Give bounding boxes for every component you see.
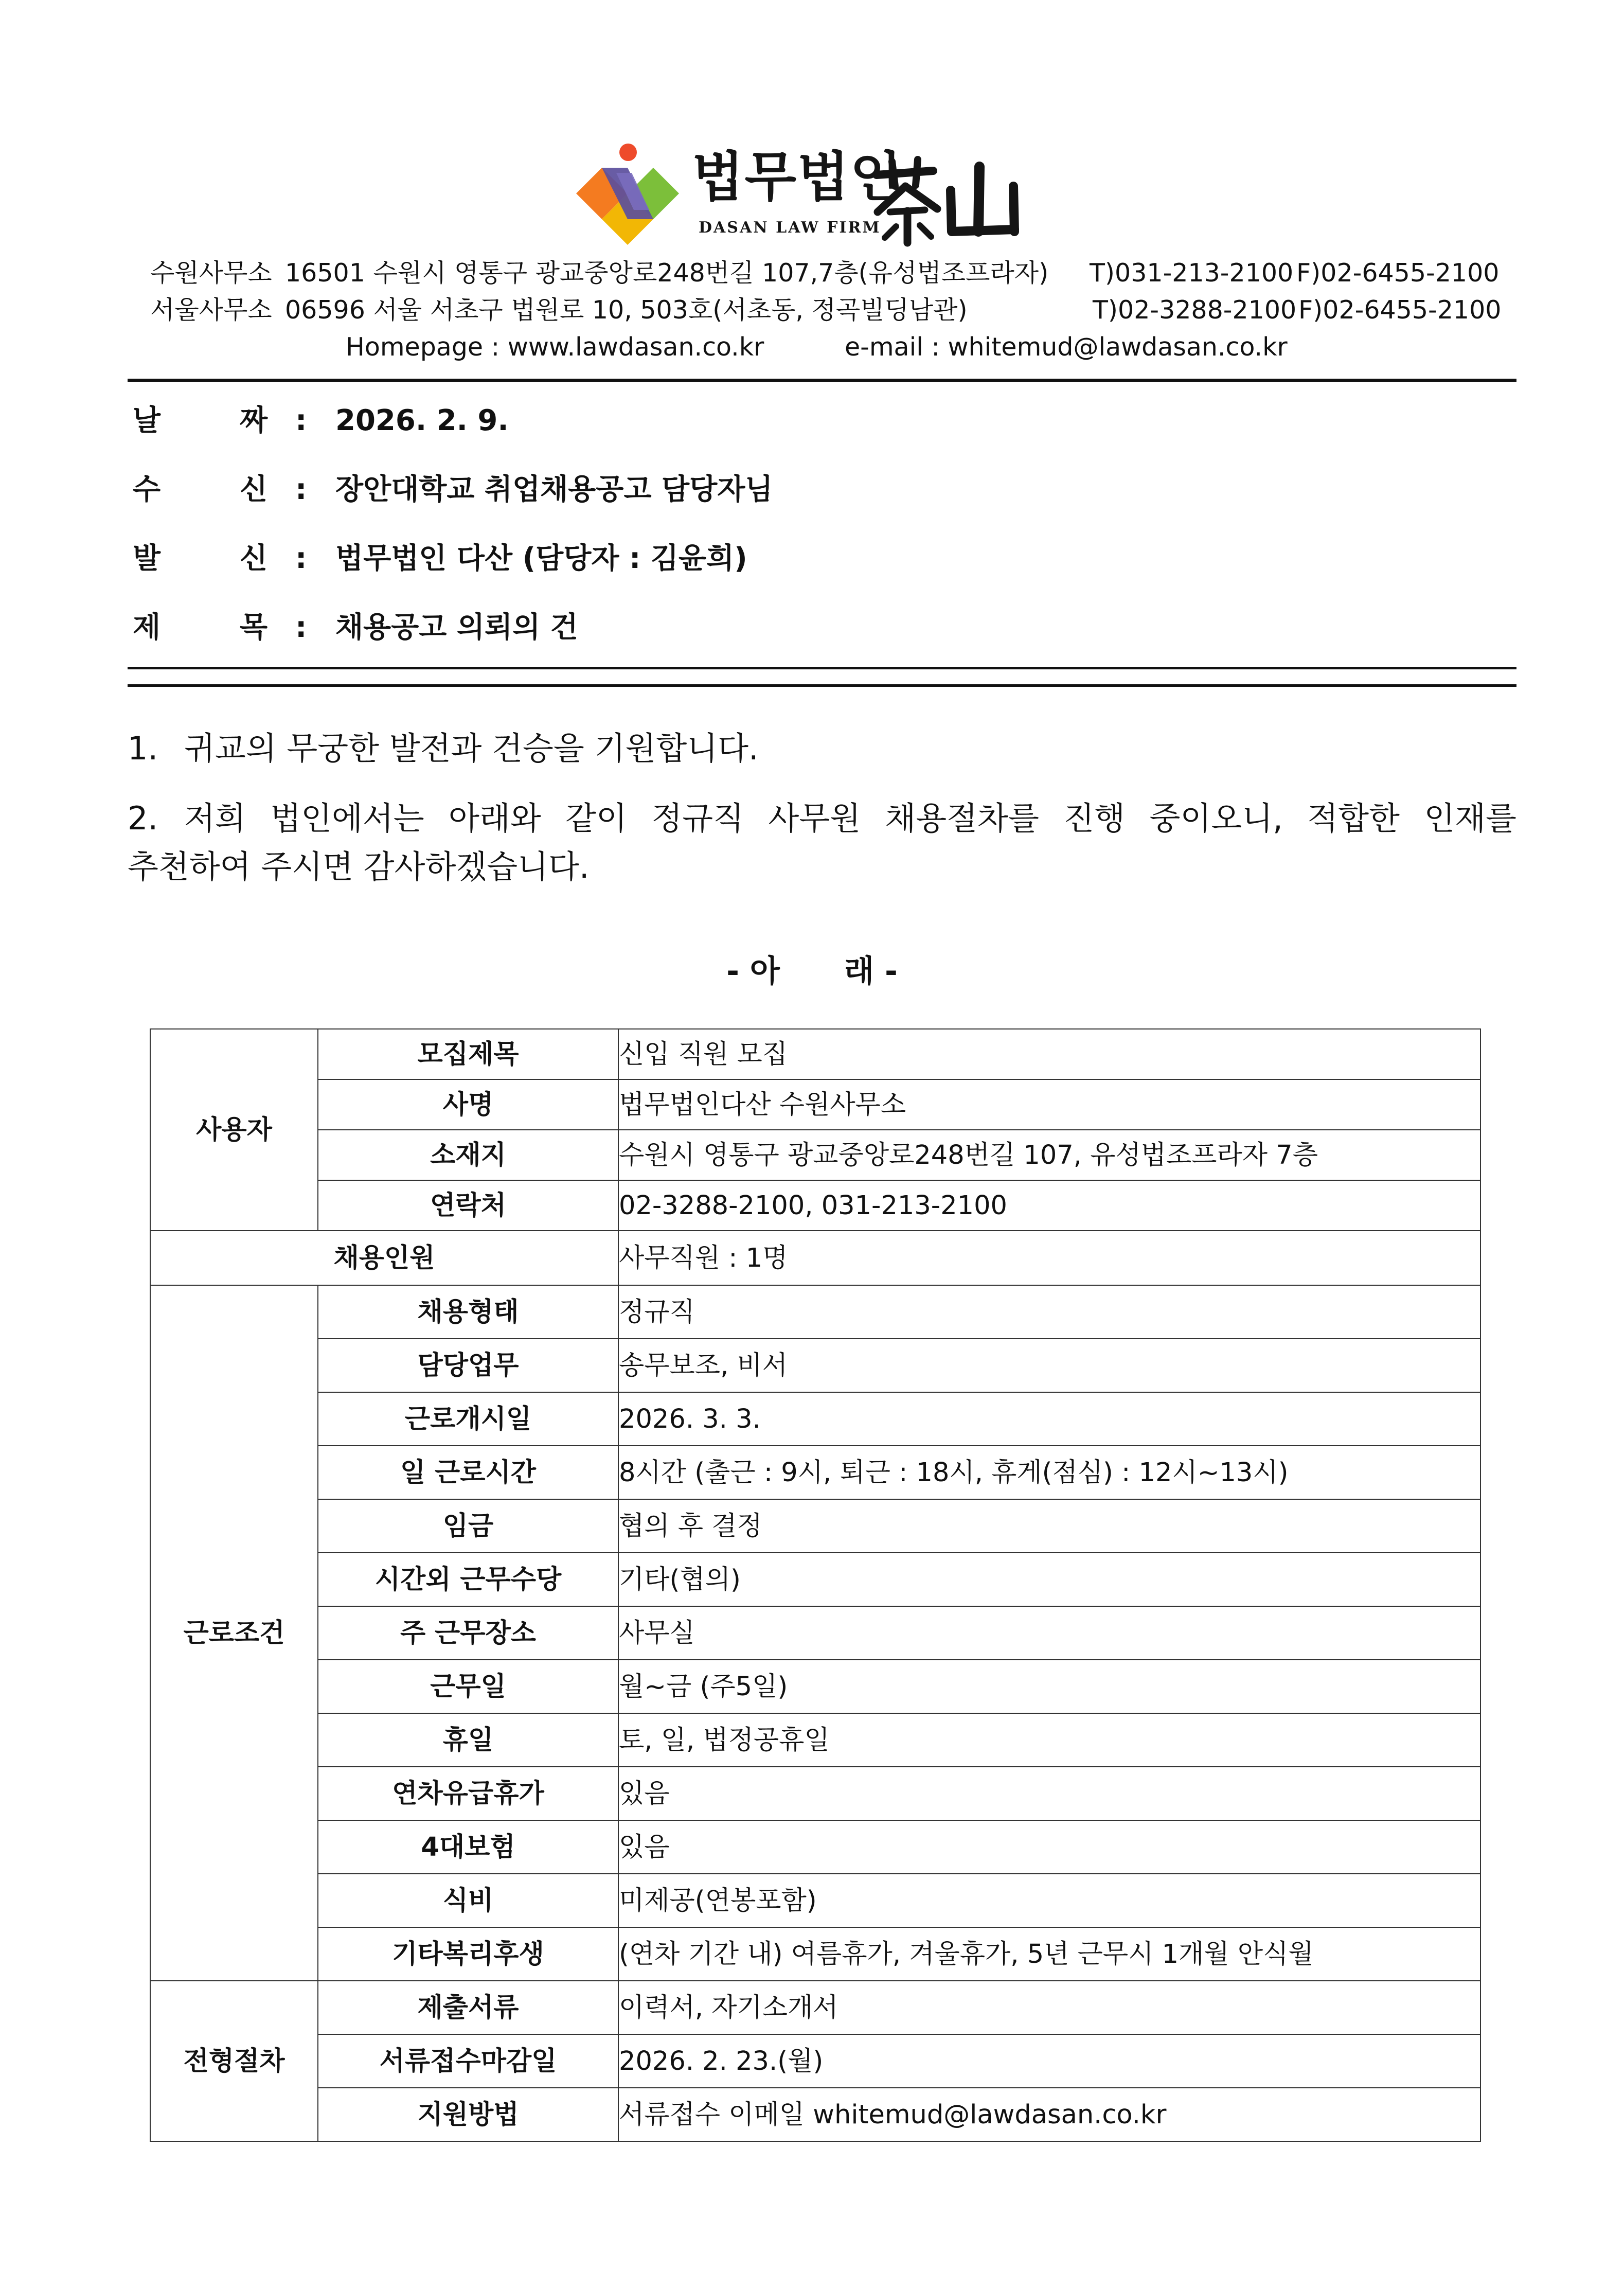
row-value: 수원시 영통구 광교중앙로248번길 107, 유성법조프라자 7층	[618, 1130, 1480, 1180]
row-value: 송무보조, 비서	[618, 1339, 1480, 1392]
row-value: (연차 기간 내) 여름휴가, 겨울휴가, 5년 근무시 1개월 안식월	[618, 1927, 1480, 1981]
table-row	[150, 1874, 1480, 1927]
homepage-link[interactable]: Homepage : www.lawdasan.co.kr	[346, 332, 764, 362]
paragraph-2-line-2: 추천하여 주시면 감사하겠습니다.	[128, 848, 590, 885]
meta-sender-key2: 신	[240, 542, 268, 575]
meta-colon: :	[295, 542, 307, 575]
row-value: 2026. 3. 3.	[618, 1392, 1480, 1446]
row-value-headcount: 사무직원 : 1명	[618, 1231, 1480, 1285]
meta-colon: :	[295, 473, 307, 506]
row-value: 있음	[618, 1767, 1480, 1820]
row-label: 휴일	[318, 1713, 618, 1767]
table-row	[150, 1713, 1480, 1767]
group-employer: 사용자	[150, 1029, 318, 1231]
meta-colon: :	[295, 404, 307, 437]
row-value: 신입 직원 모집	[618, 1029, 1480, 1079]
table-row	[150, 1927, 1480, 1981]
table-row	[150, 1392, 1480, 1446]
row-value: 토, 일, 법정공휴일	[618, 1713, 1480, 1767]
row-value: 기타(협의)	[618, 1553, 1480, 1606]
suwon-office-fax: F)02-6455-2100	[1296, 258, 1500, 288]
recruitment-table	[150, 1028, 1481, 2142]
paragraph-1	[128, 724, 1516, 773]
row-value: 02-3288-2100, 031-213-2100	[618, 1180, 1480, 1231]
table-row	[150, 1130, 1480, 1180]
row-value: 사무실	[618, 1606, 1480, 1660]
row-label: 임금	[318, 1499, 618, 1553]
row-label: 소재지	[318, 1130, 618, 1180]
table-row	[150, 2088, 1480, 2141]
seoul-office-fax: F)02-6455-2100	[1298, 295, 1502, 325]
row-value: 법무법인다산 수원사무소	[618, 1079, 1480, 1130]
row-label: 근무일	[318, 1660, 618, 1713]
table-row	[150, 1820, 1480, 1874]
row-label: 일 근로시간	[318, 1446, 618, 1499]
row-value: 있음	[618, 1820, 1480, 1874]
dasan-logo-icon	[566, 143, 684, 246]
logo-text-english: DASAN LAW FIRM	[699, 219, 881, 237]
meta-recipient-key2: 신	[240, 473, 268, 506]
row-label: 담당업무	[318, 1339, 618, 1392]
table-row	[150, 1180, 1480, 1231]
seoul-office-label: 서울사무소	[150, 295, 272, 325]
row-value: 월~금 (주5일)	[618, 1660, 1480, 1713]
row-value: 협의 후 결정	[618, 1499, 1480, 1553]
paragraph-2	[128, 794, 1516, 891]
table-row	[150, 1285, 1480, 1339]
group-process: 전형절차	[150, 1981, 318, 2141]
row-label: 기타복리후생	[318, 1927, 618, 1981]
row-label: 연락처	[318, 1180, 618, 1231]
table-row	[150, 1029, 1480, 1079]
suwon-office-tel: T)031-213-2100	[1090, 258, 1294, 288]
dasan-hanja-logo	[869, 154, 1024, 247]
seoul-office-address: 06596 서울 서초구 법원로 10, 503호(서초동, 정곡빌딩남관)	[285, 295, 968, 325]
table-row	[150, 1231, 1480, 1285]
meta-date-key1: 날	[133, 404, 161, 437]
suwon-office-label: 수원사무소	[150, 258, 272, 288]
suwon-office-address: 16501 수원시 영통구 광교중앙로248번길 107,7층(유성법조프라자)	[285, 258, 1049, 288]
row-label: 제출서류	[318, 1981, 618, 2034]
paragraph-1-text: 귀교의 무궁한 발전과 건승을 기원합니다.	[184, 730, 759, 767]
seoul-office-tel: T)02-3288-2100	[1093, 295, 1297, 325]
row-label: 채용형태	[318, 1285, 618, 1339]
table-row	[150, 1079, 1480, 1130]
meta-divider-top	[128, 667, 1516, 669]
meta-subject-value: 채용공고 의뢰의 건	[335, 611, 578, 644]
row-label: 지원방법	[318, 2088, 618, 2141]
row-label: 주 근무장소	[318, 1606, 618, 1660]
meta-recipient-key1: 수	[133, 473, 161, 506]
row-value: 서류접수 이메일 whitemud@lawdasan.co.kr	[618, 2088, 1480, 2141]
table-row	[150, 2034, 1480, 2088]
table-row	[150, 1660, 1480, 1713]
meta-sender-key1: 발	[133, 542, 161, 575]
paragraph-2-number: 2.	[128, 800, 158, 837]
meta-sender-value: 법무법인 다산 (담당자 : 김윤희)	[335, 542, 747, 575]
meta-divider-bottom	[128, 684, 1516, 687]
paragraph-2-line-1: 저희 법인에서는 아래와 같이 정규직 사무원 채용절차를 진행 중이오니, 적합한 인재를	[184, 800, 1516, 837]
header-divider	[128, 379, 1516, 382]
meta-recipient-value: 장안대학교 취업채용공고 담당자님	[335, 473, 773, 506]
row-label: 서류접수마감일	[318, 2034, 618, 2088]
meta-date-key2: 짜	[240, 404, 268, 437]
row-value: 2026. 2. 23.(월)	[618, 2034, 1480, 2088]
row-label: 모집제목	[318, 1029, 618, 1079]
table-row	[150, 1339, 1480, 1392]
logo-text-korean: 법무법인	[692, 146, 903, 208]
meta-subject-key2: 목	[240, 611, 268, 644]
meta-subject-key1: 제	[133, 611, 161, 644]
row-label: 근로개시일	[318, 1392, 618, 1446]
row-value: 미제공(연봉포함)	[618, 1874, 1480, 1927]
table-row	[150, 1767, 1480, 1820]
row-label: 사명	[318, 1079, 618, 1130]
row-label: 4대보험	[318, 1820, 618, 1874]
meta-date-value: 2026. 2. 9.	[335, 404, 509, 437]
row-label: 시간외 근무수당	[318, 1553, 618, 1606]
meta-colon: :	[295, 611, 307, 644]
row-value: 이력서, 자기소개서	[618, 1981, 1480, 2034]
row-label: 식비	[318, 1874, 618, 1927]
table-row	[150, 1553, 1480, 1606]
row-label: 연차유급휴가	[318, 1767, 618, 1820]
row-label-headcount: 채용인원	[150, 1231, 618, 1285]
paragraph-1-number: 1.	[128, 730, 158, 767]
table-row	[150, 1606, 1480, 1660]
table-row	[150, 1981, 1480, 2034]
row-value: 정규직	[618, 1285, 1480, 1339]
table-row	[150, 1499, 1480, 1553]
section-title: - 아 래 -	[726, 953, 898, 989]
email-link[interactable]: e-mail : whitemud@lawdasan.co.kr	[845, 332, 1288, 362]
table-row	[150, 1446, 1480, 1499]
row-value: 8시간 (출근 : 9시, 퇴근 : 18시, 휴게(점심) : 12시~13시)	[618, 1446, 1480, 1499]
group-conditions: 근로조건	[150, 1285, 318, 1981]
